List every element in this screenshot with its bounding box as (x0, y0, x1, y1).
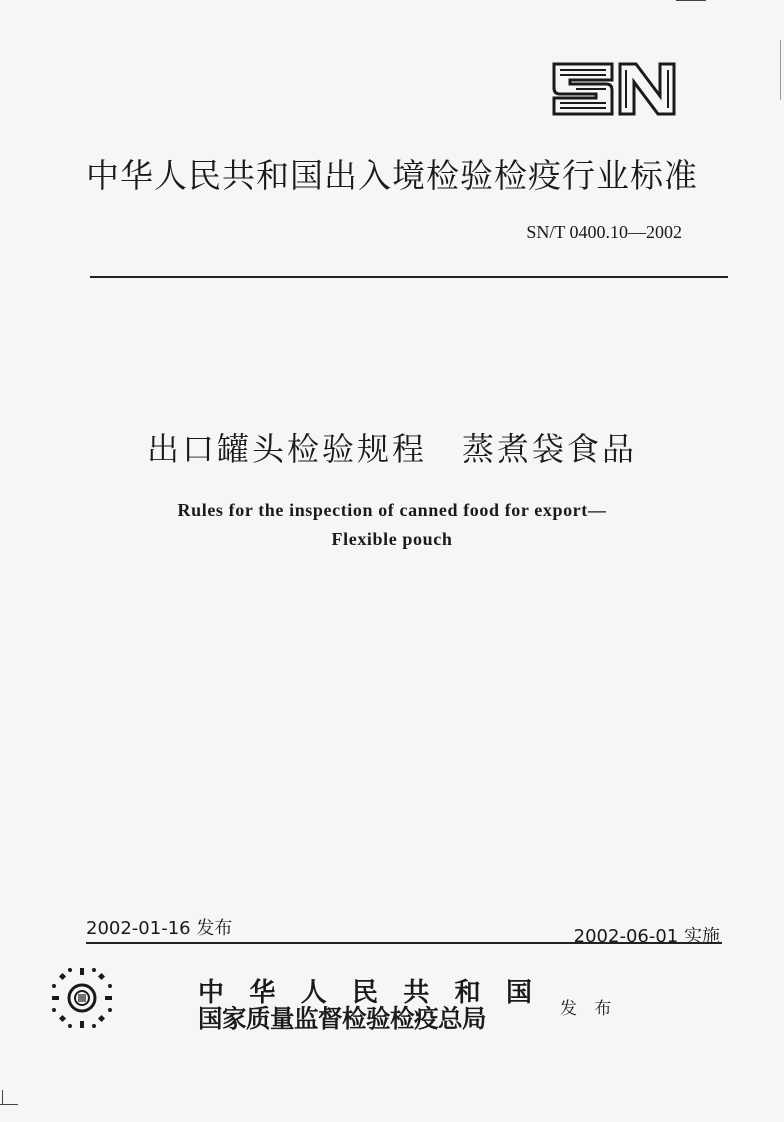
issuer-char: 人 (300, 978, 327, 1008)
issuer-char: 华 (249, 978, 276, 1008)
issuer-char: 民 (351, 978, 378, 1008)
issuer-char: 国 (505, 978, 532, 1008)
issuer-char: 和 (454, 978, 481, 1008)
publish-label: 发 布 (560, 999, 618, 1019)
implementation-date: 2002-06-01 实施 (573, 926, 720, 947)
agency-title: 中华人民共和国出入境检验检疫行业标准 (86, 156, 698, 195)
english-title-line-2: Flexible pouch (331, 529, 453, 549)
scan-mark (0, 1104, 18, 1105)
issuer-char: 中 (198, 978, 225, 1008)
english-title (0, 496, 784, 554)
scan-mark (780, 40, 781, 100)
english-title-line-1: Rules for the inspection of canned food for export— (177, 500, 607, 520)
standard-number: SN/T 0400.10—2002 (526, 222, 682, 242)
footer-rule (86, 942, 722, 944)
scan-mark (676, 0, 706, 1)
issuer-agency: 国家质量监督检验检疫总局 (198, 1004, 486, 1033)
chinese-title: 出口罐头检验规程 蒸煮袋食品 (146, 430, 637, 468)
sn-logo-icon (548, 58, 680, 120)
issue-date: 2002-01-16 发布 (86, 918, 233, 939)
aqsiq-emblem-icon (50, 966, 114, 1030)
issuer-char: 共 (403, 978, 430, 1008)
header-rule (90, 276, 728, 278)
scan-mark (2, 1090, 3, 1104)
